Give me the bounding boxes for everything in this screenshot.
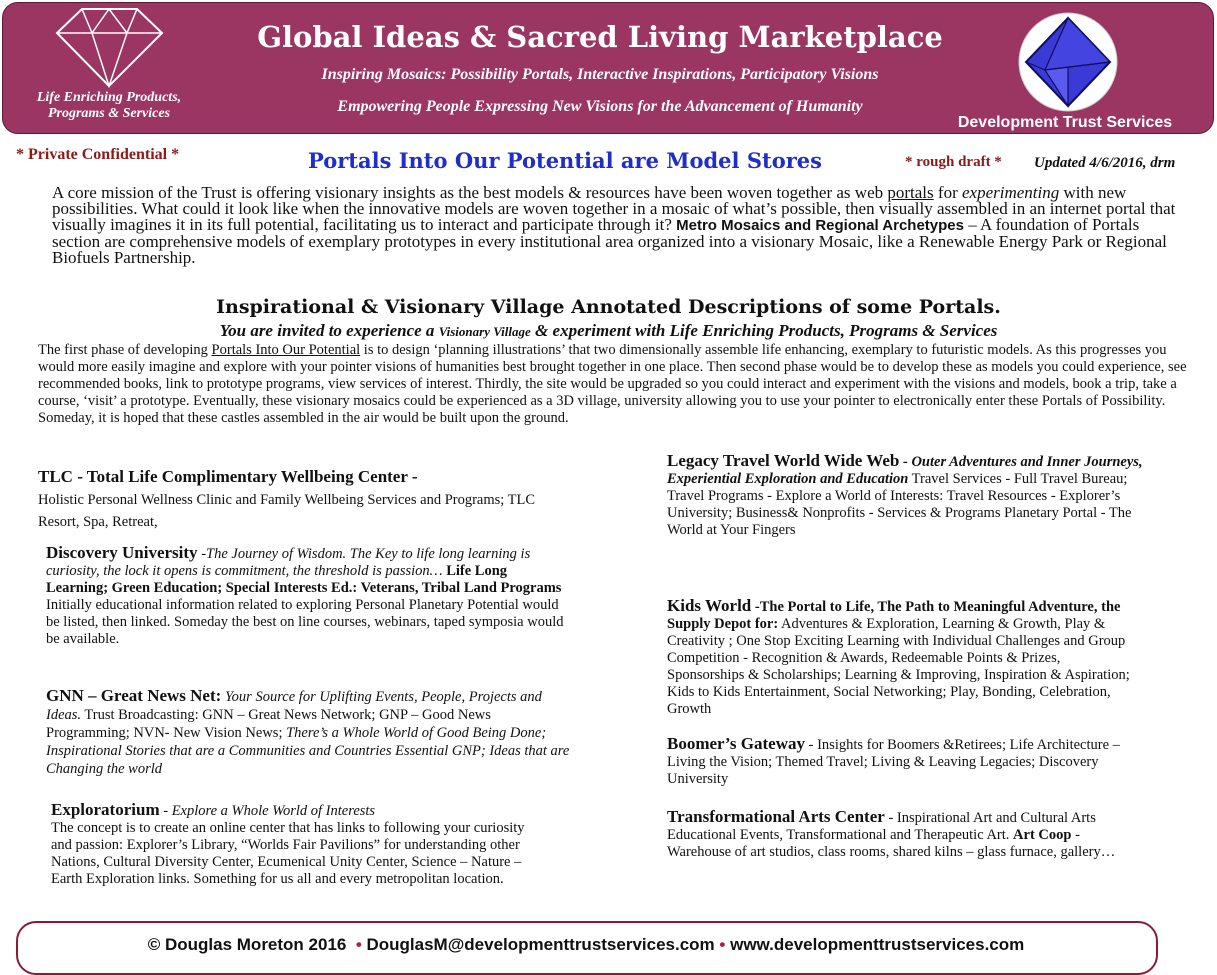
village-sub-b: Visionary Village [438,324,531,339]
page-title: Global Ideas & Sacred Living Marketplace [257,20,943,54]
portal-legacy-name: Legacy Travel World Wide Web [667,451,900,470]
header-tagline: Life Enriching Products, Programs & Services [36,90,182,121]
portal-discovery [46,544,566,648]
village-sub-a: You are invited to experience a [219,321,439,340]
footer-separator: • [719,935,726,954]
intro-strong: Metro Mosaics and Regional Archetypes [676,217,964,234]
portal-gnn-name: GNN – Great News Net: [46,686,222,705]
footer-email-link[interactable]: DouglasM@developmenttrustservices.com [366,935,715,954]
portal-discovery-programs: Life Long Learning; Green Education; Special Interests Ed.: Veterans, Tribal Land Programs [46,563,562,596]
footer-contact [16,935,1156,955]
header-subtitle-2: Empowering People Expressing New Visions for the Advancement of Humanity [337,98,863,115]
portal-legacy-tagline: - Outer Adventures and Inner Journeys, Experiential Exploration and Education [667,454,1143,487]
portal-legacy-travel [667,452,1162,539]
portal-boomers-gateway [667,735,1137,788]
portal-arts-name: Transformational Arts Center [667,807,885,826]
village-sub-c: & experiment with Life Enriching Products, Programs & Services [530,321,998,340]
portal-arts-text-1: - Inspirational Art and Cultural Arts Educational Events, Transformational and Therapeutic Art. [667,810,1096,843]
portal-arts-coop: Art Coop [1013,827,1072,843]
phase-text-a: The first phase of developing [38,342,212,358]
section-headline: Portals Into Our Potential are Model Stores [308,148,822,173]
intro-text-4: – A foundation of Portals section are comprehensive models of exemplary prototypes in every institutional area organized into a visionary Mosaic, like a Renewable Energy Park or Regional Biofuels Partnership. [52,215,1167,267]
intro-text-2: for [933,183,962,202]
footer-separator: • [355,935,362,954]
portal-kids-name: Kids World [667,596,752,615]
footer-website-link[interactable]: www.developmenttrustservices.com [730,935,1025,954]
village-title: Inspirational & Visionary Village Annotated Descriptions of some Portals. [216,296,1001,318]
portal-tlc-name: TLC - Total Life Complimentary Wellbeing Center - [38,467,418,486]
portal-boomer-name: Boomer’s Gateway [667,734,806,753]
octahedron-logo-icon [1015,12,1121,112]
confidential-label: * Private Confidential * [16,146,180,163]
diamond-logo-icon [52,6,167,88]
intro-emphasis: experimenting [961,183,1060,202]
portal-exploratorium-name: Exploratorium [51,800,160,819]
portal-gnn-text: Trust Broadcasting: GNN – Great News Network; GNP – Good News Programming; NVN- New Vision News; [46,707,491,741]
portal-boomer-text: - Insights for Boomers &Retirees; Life Architecture – Living the Vision; Themed Travel; Living & Leaving Legacies; Discovery University [667,737,1120,787]
portal-kids-text: Adventures & Exploration, Learning & Growth, Play & Creativity ; One Stop Exciting Learning with Individual Challenges and Group Competition - Recognition & Awards, Redeemable Points & Prizes, Sponsorships & Scholarships; Learning & Improving, Inspiration & Aspiration; Kids to Kids Entertainment, Social Networking; Play, Bonding, Celebration, Growth [667,616,1130,717]
portals-potential-link[interactable]: Portals Into Our Potential [211,342,361,358]
portal-gnn-tagline: Your Source for Uplifting Events, People, Projects and Ideas. [46,689,542,723]
updated-date: Updated 4/6/2016, drm [1034,155,1176,171]
footer-copyright: © Douglas Moreton 2016 [147,935,347,954]
portal-gnn [46,687,571,778]
portal-transformational-arts [667,808,1137,861]
portal-discovery-text: Initially educational information related to exploring Personal Planetary Potential would be listed, then linked. Someday the best on line courses, webinars, taped symposia would be available. [46,597,564,647]
portal-exploratorium-text: The concept is to create an online center that has links to following your curiosity and passion: Explorer’s Library, “Worlds Fair Pavilions” for understanding other Nations, Cultural Diversity Center, Ecumenical Unity Center, Science – Nature – Earth Exploration links. Something for us all and every metropolitan location. [51,820,525,887]
portal-kids-world [667,597,1137,718]
header-subtitle-1: Inspiring Mosaics: Possibility Portals, Interactive Inspirations, Participatory Visions [321,66,879,83]
portal-kids-tagline: -The Portal to Life, The Path to Meaningful Adventure, the Supply Depot for: [667,599,1121,632]
portal-legacy-text: Travel Services - Full Travel Bureau; Travel Programs - Explore a World of Interests: Travel Resources - Explorer’s University; Business& Nonprofits - Services & Programs Planetary Portal - The World at Your Fingers [667,471,1132,538]
portal-tlc [38,466,538,533]
phase-text-b: is to design ‘planning illustrations’ that two dimensionally assemble life enhancing, exemplary to futuristic models. As this progresses you would more easily imagine and explore with your pointer visions of humanities best brought together in one place. Then second phase would be to develop these as models you could experience, see recommended books, link to prototype programs, view services of interest. Thirdly, the site would be upgraded so you could interact and experiment with the visions and models, book a trip, take a course, ‘visit’ a prototype. Eventually, these visionary mosaics could be experienced as a 3D village, university allowing you to use your pointer to electronically enter these Portals of Possibility. Someday, it is hoped that these castles assembled in the air would be built upon the ground. [38,342,1187,426]
portal-discovery-name: Discovery University [46,543,198,562]
intro-text-1: A core mission of the Trust is offering visionary insights as the best models & resources have been woven together as web [52,183,888,202]
village-subtitle [0,321,1217,341]
portal-exploratorium [51,801,541,888]
draft-label: * rough draft * [905,154,1002,170]
portal-gnn-emphasis: There’s a Whole World of Good Being Done; Inspirational Stories that are a Communities and Countries Essential GNP; Ideas that are Changing the world [46,725,570,777]
phase-paragraph [38,342,1188,427]
portal-arts-text-2: - Warehouse of art studios, class rooms, shared kilns – glass furnace, gallery… [667,827,1116,860]
org-name: Development Trust Services [957,114,1173,131]
portals-link[interactable]: portals [887,183,934,202]
intro-paragraph [52,185,1177,266]
portal-exploratorium-tagline: - Explore a Whole World of Interests [159,803,376,819]
intro-text-3: with new possibilities. What could it look like when the innovative models are woven together in a mosaic of what’s possible, then visually assembled in an internet portal that visually imagines it in its full potential, facilitating us to interact and participate through it? [52,183,1176,234]
portal-tlc-text: Holistic Personal Wellness Clinic and Family Wellbeing Services and Programs; TLC Resort, Spa, Retreat, [38,492,536,530]
portal-discovery-tagline: -The Journey of Wisdom. The Key to life long learning is curiosity, the lock it opens is commitment, the threshold is passion… [46,546,531,579]
